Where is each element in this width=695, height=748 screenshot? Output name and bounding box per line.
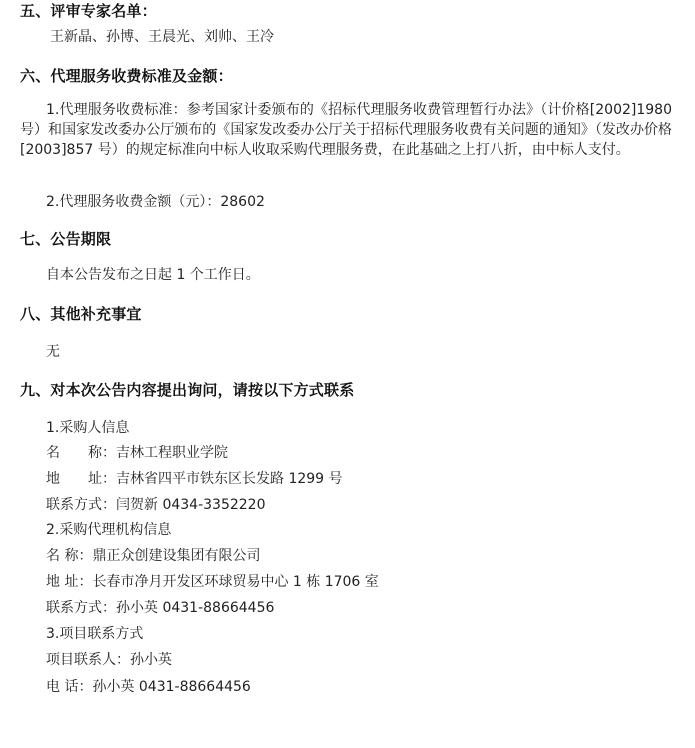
purchaser-info-heading: 1.采购人信息: [46, 420, 130, 436]
purchaser-name: 名 称：吉林工程职业学院: [46, 445, 228, 461]
project-contact-person: 项目联系人：孙小英: [46, 652, 172, 668]
section-5-heading: 五、评审专家名单：: [20, 2, 157, 20]
section-7-heading: 七、公告期限: [20, 230, 112, 248]
project-contact-heading: 3.项目联系方式: [46, 626, 144, 642]
expert-names: 王新晶、孙博、王晨光、刘帅、王冷: [50, 29, 274, 45]
purchaser-address: 地 址：吉林省四平市铁东区长发路 1299 号: [46, 471, 343, 487]
fee-amount: 2.代理服务收费金额（元）：28602: [46, 194, 265, 210]
section-8-heading: 八、其他补充事宜: [20, 305, 142, 323]
supplementary-text: 无: [46, 344, 60, 360]
notice-period-text: 自本公告发布之日起 1 个工作日。: [46, 267, 260, 283]
agency-info-heading: 2.采购代理机构信息: [46, 522, 172, 538]
section-9-heading: 九、对本次公告内容提出询问，请按以下方式联系: [20, 381, 355, 399]
agency-address: 地 址：长春市净月开发区环球贸易中心 1 栋 1706 室: [46, 574, 379, 590]
purchaser-contact: 联系方式：闫贺新 0434-3352220: [46, 497, 266, 513]
fee-standard-paragraph: 1.代理服务收费标准：参考国家计委颁布的《招标代理服务收费管理暂行办法》（计价格[2002]1980 号）和国家发改委办公厅颁布的《国家发改委办公厅关于招标代理服务收费有关问题的通知》（发改办价格[2003]857 号）的规定标准向中标人收取采购代理服务费，在此基础之上打八折，由中标人支付。: [20, 102, 672, 158]
agency-name: 名 称：鼎正众创建设集团有限公司: [46, 548, 261, 564]
agency-contact: 联系方式：孙小英 0431-88664456: [46, 600, 275, 616]
section-6-heading: 六、代理服务收费标准及金额：: [20, 67, 233, 85]
project-phone: 电 话：孙小英 0431-88664456: [46, 679, 251, 695]
